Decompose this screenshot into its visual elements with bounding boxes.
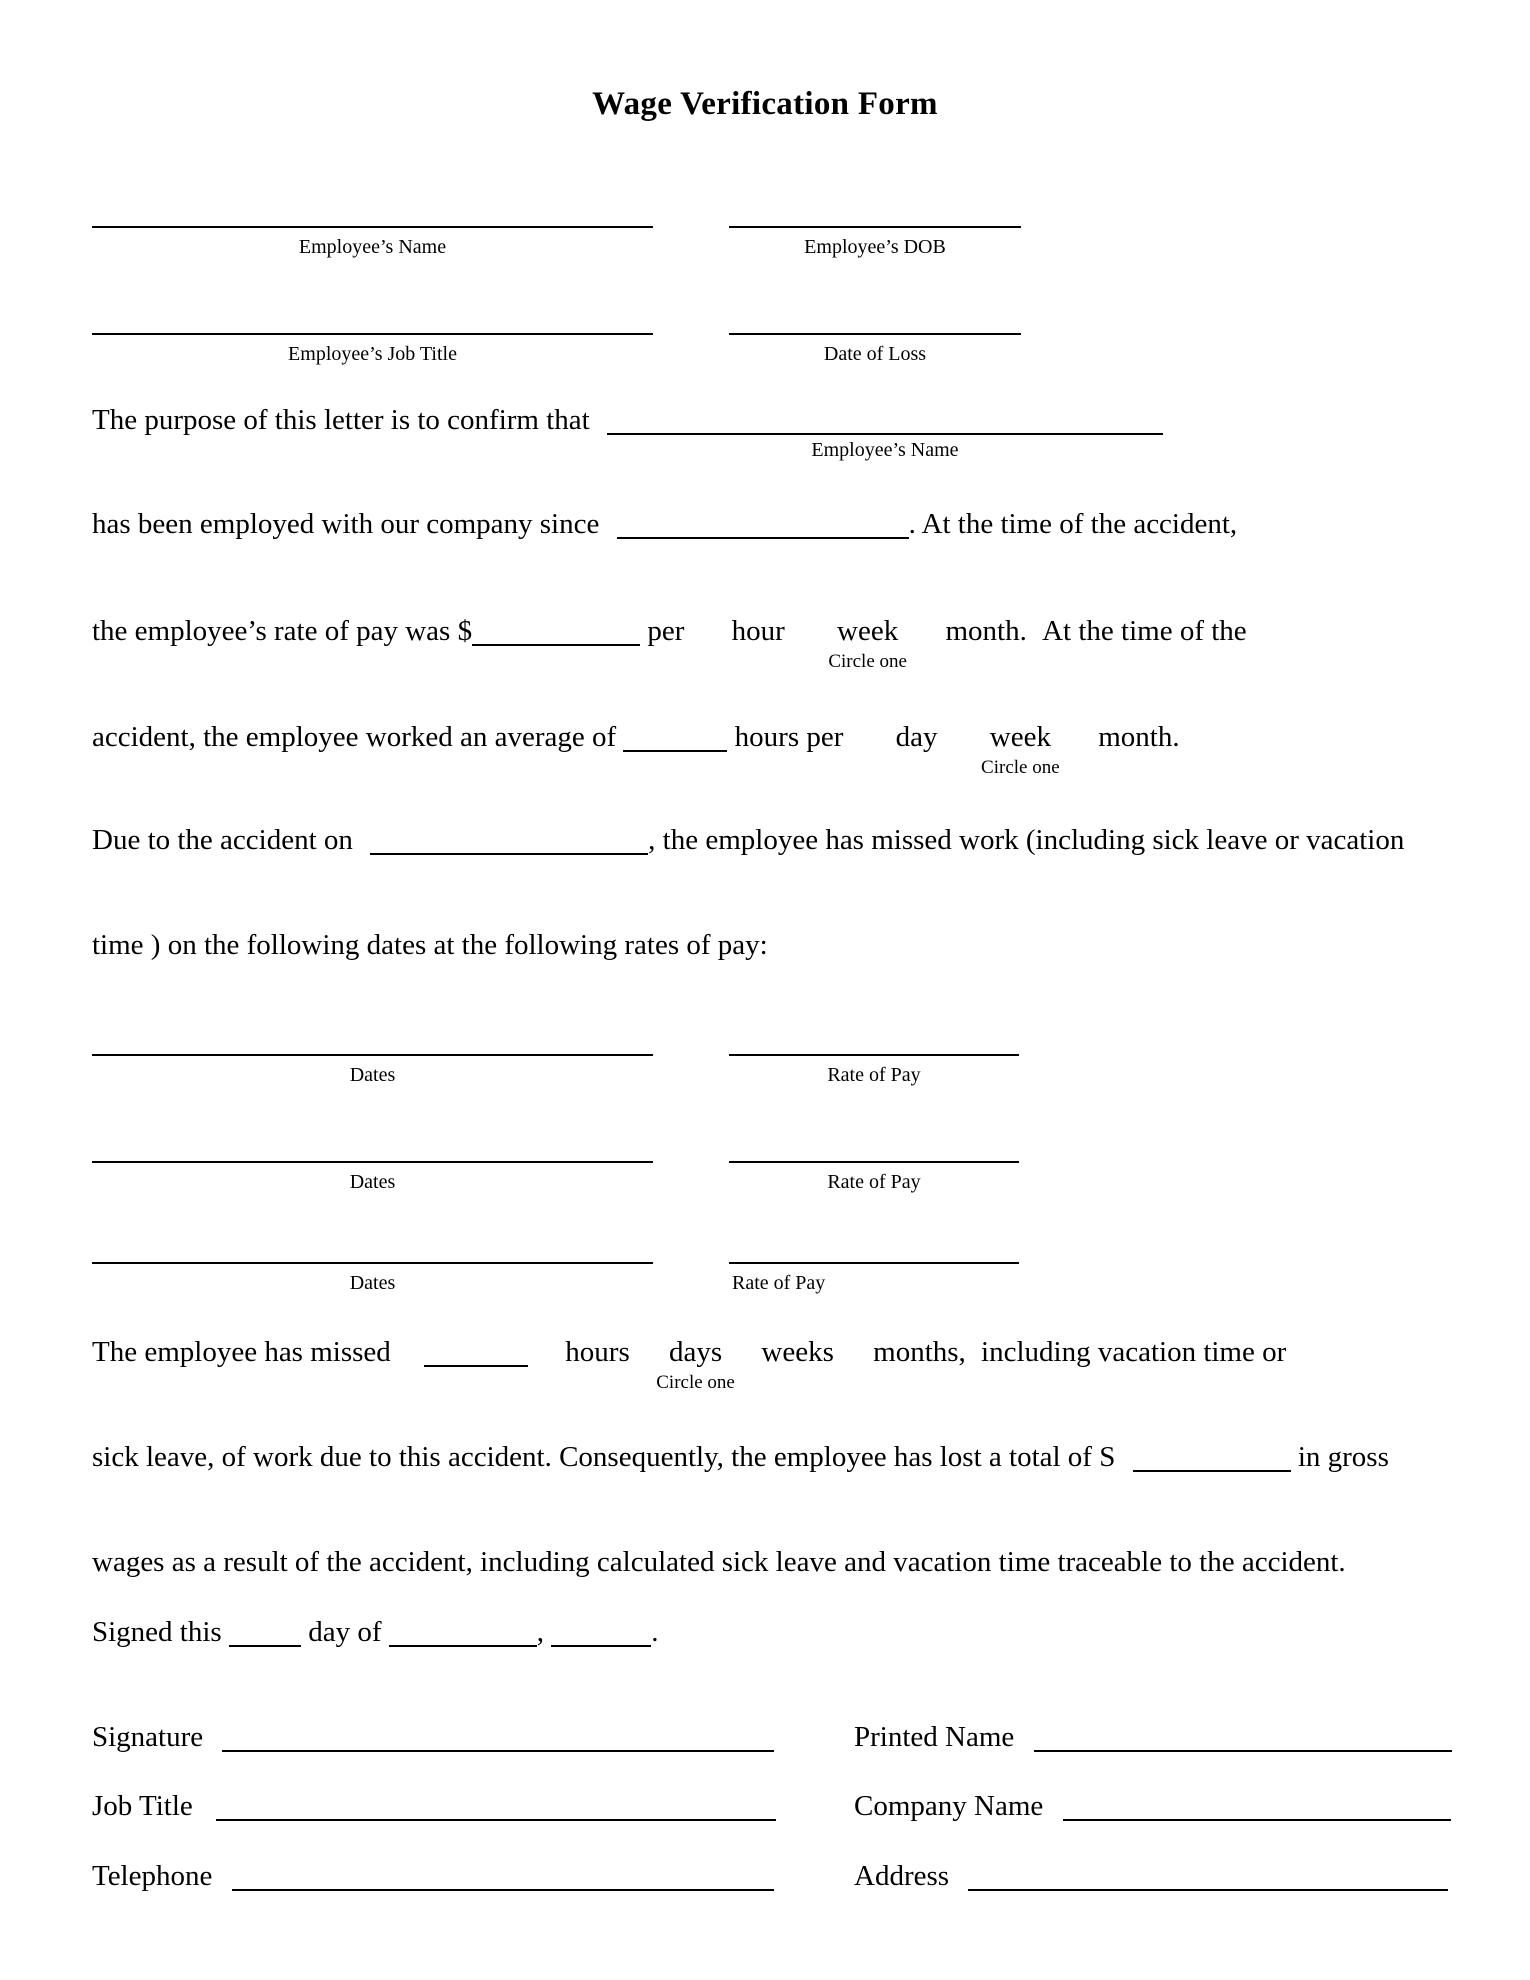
date-of-loss-label: Date of Loss (823, 343, 927, 365)
signed-day-blank[interactable] (229, 1617, 301, 1647)
employee-dob-label: Employee’s DOB (804, 236, 946, 258)
telephone-row (92, 1860, 774, 1893)
worked-text-before: accident, the employee worked an average of (92, 721, 617, 753)
address-label: Address (854, 1860, 950, 1892)
total-lost-blank[interactable] (1133, 1442, 1291, 1472)
option-days[interactable] (656, 1336, 735, 1394)
signed-month-blank[interactable] (389, 1617, 537, 1647)
option-months-text: months, (873, 1336, 966, 1368)
page-title: Wage Verification Form (592, 86, 938, 122)
rate-of-pay-field-3 (729, 1262, 1019, 1295)
rate-of-pay-blank-3[interactable] (729, 1262, 1019, 1264)
worked-hours-blank[interactable] (623, 722, 727, 752)
option-week-2[interactable] (981, 721, 1060, 779)
address-blank[interactable] (968, 1861, 1448, 1891)
rate-of-pay-blank-1[interactable] (729, 1054, 1019, 1056)
rate-of-pay-label-2: Rate of Pay (827, 1171, 921, 1193)
date-of-loss-blank[interactable] (729, 333, 1021, 335)
job-title-row (92, 1790, 776, 1823)
dates-label-1: Dates (349, 1064, 396, 1086)
signed-text: Signed this (92, 1616, 222, 1648)
paragraph-missed (92, 1336, 1287, 1394)
paragraph-worked-average (92, 721, 1180, 779)
employee-job-title-label: Employee’s Job Title (288, 343, 457, 365)
dates-field-1 (92, 1054, 653, 1087)
circle-one-note-2: Circle one (981, 757, 1060, 779)
paragraph-employed-since (92, 508, 1237, 541)
option-month-2-text: month. (1098, 721, 1180, 753)
paragraph-wages (92, 1546, 1346, 1579)
circle-one-note-3: Circle one (656, 1372, 735, 1394)
telephone-blank[interactable] (232, 1861, 774, 1891)
employee-job-title-blank[interactable] (92, 333, 653, 335)
printed-name-row (854, 1721, 1452, 1754)
accident-date-blank[interactable] (370, 825, 648, 855)
rate-per-text: per (647, 615, 685, 647)
dates-label-3: Dates (349, 1272, 396, 1294)
dates-blank-2[interactable] (92, 1161, 653, 1163)
due-text-before: Due to the accident on (92, 824, 353, 856)
address-row (854, 1860, 1448, 1893)
rate-of-pay-field-1 (729, 1054, 1019, 1087)
option-week-text: week (837, 615, 899, 647)
rate-amount-blank[interactable] (472, 616, 640, 646)
paragraph-confirm (92, 404, 1163, 461)
dates-blank-3[interactable] (92, 1262, 653, 1264)
employee-name-field (92, 226, 653, 259)
option-month[interactable] (945, 615, 1026, 648)
telephone-label: Telephone (92, 1860, 213, 1892)
rate-text-before: the employee’s rate of pay was $ (92, 615, 473, 647)
paragraph-following-dates (92, 929, 768, 962)
confirm-blank-label: Employee’s Name (811, 439, 959, 461)
rate-of-pay-field-2 (729, 1161, 1019, 1194)
dates-label-2: Dates (349, 1171, 396, 1193)
signed-period: . (651, 1616, 659, 1648)
confirm-employee-name-blank[interactable] (607, 405, 1163, 461)
printed-name-label: Printed Name (854, 1721, 1015, 1753)
job-title-blank[interactable] (216, 1791, 776, 1821)
due-text-after: , the employee has missed work (including sick leave or vacation (648, 824, 1405, 856)
option-hour-text: hour (731, 615, 785, 647)
rate-of-pay-label-3: Rate of Pay (732, 1272, 826, 1294)
company-name-blank[interactable] (1063, 1791, 1451, 1821)
option-month-text: month. (945, 615, 1027, 647)
employed-text-before: has been employed with our company since (92, 508, 600, 540)
employee-name-label: Employee’s Name (298, 236, 447, 258)
company-name-label: Company Name (854, 1790, 1044, 1822)
employee-name-blank[interactable] (92, 226, 653, 228)
signed-year-blank[interactable] (551, 1617, 651, 1647)
employee-dob-field (729, 226, 1021, 259)
sick-text-after: in gross (1297, 1441, 1389, 1473)
job-title-label: Job Title (92, 1790, 193, 1822)
printed-name-blank[interactable] (1034, 1722, 1452, 1752)
employed-text-after: . At the time of the accident, (908, 508, 1238, 540)
option-hours[interactable] (565, 1336, 629, 1369)
option-weeks[interactable] (761, 1336, 833, 1369)
option-hours-text: hours (565, 1336, 630, 1368)
option-month-2[interactable] (1098, 721, 1179, 754)
option-days-text: days (668, 1336, 723, 1368)
option-week[interactable] (828, 615, 907, 673)
following-dates-text: time ) on the following dates at the following rates of pay: (92, 929, 768, 961)
employed-since-blank[interactable] (617, 509, 909, 539)
option-hour[interactable] (732, 615, 785, 648)
option-day[interactable] (896, 721, 938, 754)
rate-of-pay-blank-2[interactable] (729, 1161, 1019, 1163)
signed-comma: , (536, 1616, 544, 1648)
option-weeks-text: weeks (761, 1336, 834, 1368)
dates-field-2 (92, 1161, 653, 1194)
missed-amount-blank[interactable] (424, 1337, 528, 1367)
rate-text-after: At the time of the (1042, 615, 1247, 647)
company-name-row (854, 1790, 1451, 1823)
dates-field-3 (92, 1262, 653, 1295)
option-week-2-text: week (989, 721, 1051, 753)
sick-text-before: sick leave, of work due to this accident. Consequently, the employee has lost a total of S (92, 1441, 1116, 1473)
option-months[interactable] (873, 1336, 966, 1369)
option-day-text: day (895, 721, 938, 753)
paragraph-sick-leave (92, 1441, 1389, 1474)
employee-job-title-field (92, 333, 653, 366)
wages-text: wages as a result of the accident, including calculated sick leave and vacation time traceable to the accident. (92, 1546, 1346, 1578)
day-of-text: day of (308, 1616, 382, 1648)
signature-label: Signature (92, 1721, 204, 1753)
missed-text-after: including vacation time or (981, 1336, 1287, 1368)
dates-blank-1[interactable] (92, 1054, 653, 1056)
paragraph-signed (92, 1616, 659, 1649)
confirm-text: The purpose of this letter is to confirm that (92, 404, 590, 436)
signature-row (92, 1721, 774, 1754)
date-of-loss-field (729, 333, 1021, 366)
employee-dob-blank[interactable] (729, 226, 1021, 228)
worked-text-mid: hours per (734, 721, 844, 753)
rate-of-pay-label-1: Rate of Pay (827, 1064, 921, 1086)
circle-one-note: Circle one (828, 651, 907, 673)
signature-blank[interactable] (222, 1722, 774, 1752)
paragraph-due-accident (92, 824, 1404, 857)
paragraph-rate-of-pay (92, 615, 1247, 673)
missed-text-before: The employee has missed (92, 1336, 391, 1368)
